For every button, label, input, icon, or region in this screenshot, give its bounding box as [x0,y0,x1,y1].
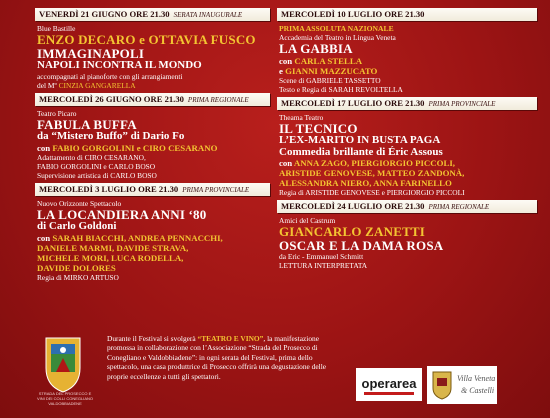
event-tag: PRIMA REGIONALE [428,203,490,212]
event-line: ALESSANDRA NIERO, ANNA FARINELLO [279,178,452,189]
event-line: accompagnati al pianoforte con gli arrangiamenti [37,71,183,81]
event-line: IL TECNICO [279,120,358,136]
event-date: MERCOLEDÌ 17 LUGLIO ORE 21.30 [281,97,425,108]
event-line: Adattamento di CIRO CESARANO, [37,152,146,162]
event-line: Blue Bastille [37,24,76,33]
event-line: FABIO GORGOLINI e CARLO BOSO [37,161,156,171]
event-line: del Mº CINZIA GANGARELLA [37,80,136,90]
event-date-bar [35,93,270,106]
event-block [35,93,270,180]
event-line: FABULA BUFFA [37,116,137,132]
event-line: di Carlo Goldoni [37,220,117,232]
event-date: MERCOLEDÌ 3 LUGLIO ORE 21.30 [39,183,179,194]
event-line: PRIMA ASSOLUTA NAZIONALE [279,24,394,33]
event-line: Commedia brillante di Éric Assous [279,145,443,158]
event-line: da Eric - Emmanuel Schmitt [279,252,364,262]
teatro-e-vino-highlight: “TEATRO E VINO” [197,334,264,343]
event-block [35,8,270,90]
event-date-bar [277,200,537,213]
villa-veneta-logo: Villa Veneta & Castelli [427,366,497,404]
event-date-bar [277,97,537,110]
event-line: Scene di GABRIELE TASSETTO [279,75,381,85]
event-line: con CARLA STELLA [279,55,363,66]
event-block [35,183,270,282]
event-line: Nuovo Orizzonte Spettacolo [37,198,122,208]
event-date-bar [35,8,270,21]
event-line: NAPOLI INCONTRA IL MONDO [37,59,202,71]
event-tag: PRIMA PROVINCIALE [182,185,250,194]
event-line: ARISTIDE GENOVESE, MATTEO ZANDONÀ, [279,168,465,179]
event-line: DAVIDE DOLORES [37,262,116,273]
event-line: LETTURA INTERPRETATA [279,261,368,271]
event-line: ENZO DECARO e OTTAVIA FUSCO [37,32,256,47]
event-line: con FABIO GORGOLINI e CIRO CESARANO [37,142,218,153]
event-line: Testo e Regia di SARAH REVOLTELLA [279,84,403,94]
event-line: Regia di ARISTIDE GENOVESE e PIERGIORGIO PICCOLI [279,188,465,198]
event-line: OSCAR E LA DAMA ROSA [279,237,444,253]
event-line: Teatro Picaro [37,108,77,118]
event-line: Theama Teatro [279,112,324,122]
event-line: Accademia del Teatro in Lingua Veneta [279,33,396,43]
operarea-logo: operarea [356,368,422,401]
event-line: Amici del Castrum [279,216,336,226]
event-line: con ANNA ZAGO, PIERGIORGIO PICCOLI, [279,158,455,169]
event-line: da “Mistero Buffo” di Dario Fo [37,130,185,142]
event-tag: PRIMA PROVINCIALE [428,99,496,108]
event-date-bar [35,183,270,196]
event-date: VENERDÌ 21 GIUGNO ORE 21.30 [39,9,170,19]
teatro-e-vino-text: Durante il Festival si svolgerà “TEATRO E VINO”, la manifestazione promossa in collaborazione con l’Associazione “Strada del Prosecco di Conegliano e Valdobbiadene”: in ogni serata del Festival, prima dello spettacolo, una casa produttrice di Prosecco offrirà una degustazione delle proprie eccellenze a tutti gli spettatori. [107,334,327,381]
event-block [277,200,537,270]
event-line: MICHELE MORI, LUCA RODELLA, [37,252,184,263]
event-line: Regia di MIRKO ARTUSO [37,272,119,282]
strada-prosecco-crest-logo [42,334,84,394]
crest-caption: STRADA DEL PROSECCO E VINI DEI COLLI CONEGLIANO VALDOBBIADENE [36,391,93,406]
event-date: MERCOLEDÌ 26 GIUGNO ORE 21.30 [39,93,184,104]
event-line: con SARAH BIACCHI, ANDREA PENNACCHI, [37,232,223,243]
footer [0,328,550,418]
event-line: IMMAGINAPOLI [37,45,145,61]
right-column [277,8,537,273]
event-line: e GIANNI MAZZUCATO [279,65,378,76]
event-line: LA GABBIA [279,41,353,57]
event-line: L’EX-MARITO IN BUSTA PAGA [279,134,441,147]
event-date-bar [277,8,537,21]
event-block [277,97,537,198]
left-column [35,8,270,285]
event-line: DANIELE MARMI, DAVIDE STRAVA, [37,242,189,253]
event-tag: PRIMA REGIONALE [187,95,249,104]
event-block [277,8,537,94]
event-line: GIANCARLO ZANETTI [279,224,426,240]
event-line: LA LOCANDIERA ANNI ‘80 [37,206,207,222]
event-date: MERCOLEDÌ 24 LUGLIO ORE 21.30 [281,201,425,212]
event-line: Supervisione artistica di CARLO BOSO [37,170,157,180]
event-date: MERCOLEDÌ 10 LUGLIO ORE 21.30 [281,9,425,19]
event-tag: SERATA INAUGURALE [173,11,243,19]
